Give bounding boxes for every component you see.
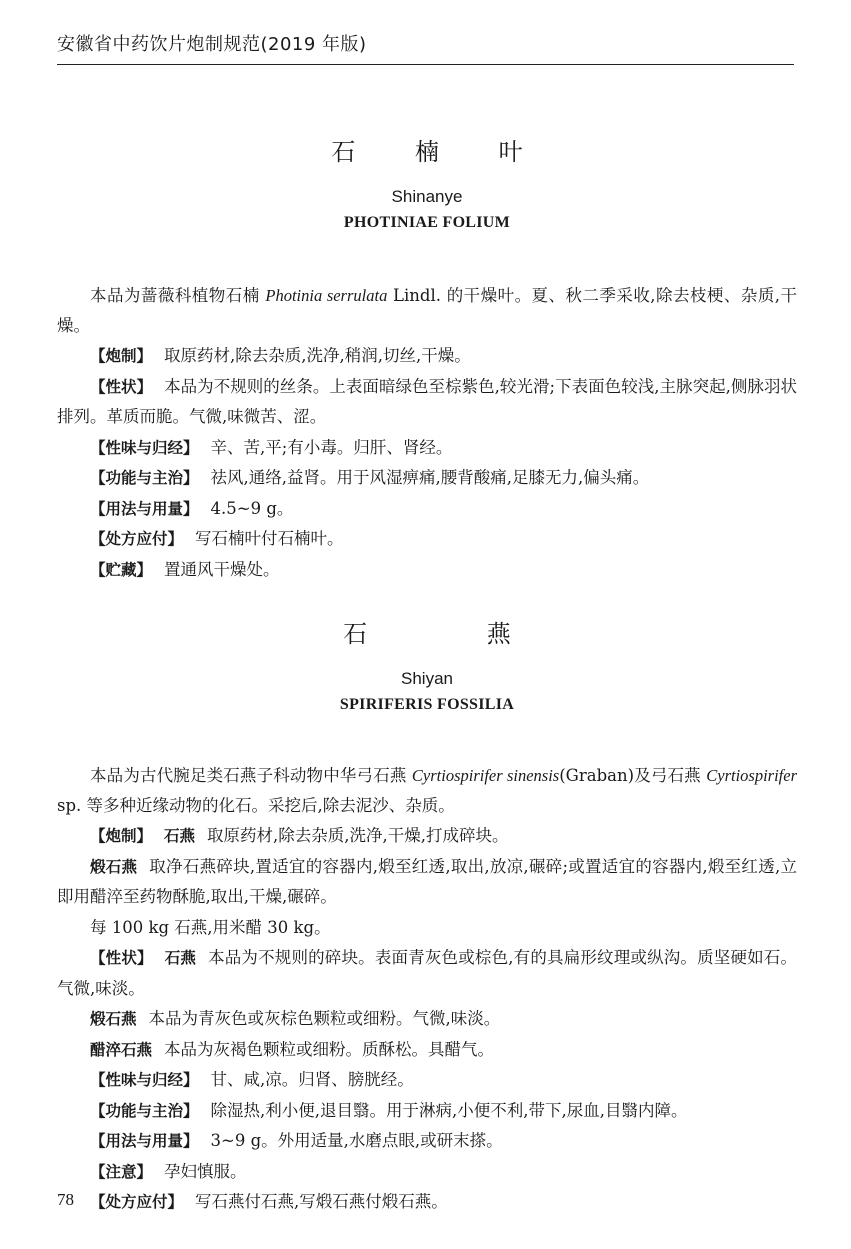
section-text: 写石燕付石燕,写煅石燕付煅石燕。: [195, 1192, 448, 1211]
entry-shiyan-body: [57, 761, 797, 1218]
section-text: 3~9 g。外用适量,水磨点眼,或研末搽。: [210, 1131, 503, 1150]
dosage-item: [57, 494, 797, 525]
section-text: 辛、苦,平;有小毒。归肝、肾经。: [210, 437, 453, 457]
subsection-label: 醋淬石燕: [90, 1040, 153, 1059]
nature-item: [57, 1065, 797, 1096]
section-text: 本品为不规则的丝条。上表面暗绿色至棕紫色,较光滑;下表面色较浅,主脉突起,侧脉羽状排列。革质而脆。气微,味微苦、涩。: [57, 376, 797, 426]
section-label: 【性味与归经】: [90, 438, 199, 457]
subsection-label: 煅石燕: [90, 1010, 137, 1028]
header-rule: [57, 64, 794, 65]
caution-item: [57, 1157, 797, 1188]
section-text: 本品为灰褐色颗粒或细粉。质酥松。具醋气。: [164, 1039, 495, 1059]
processing-item-calcined: [57, 852, 797, 913]
running-head-title: 安徽省中药饮片炮制规范(2019 年版): [57, 34, 367, 55]
section-label: 【性状】: [90, 377, 153, 396]
section-label: 【炮制】: [90, 347, 153, 365]
function-item: [57, 1096, 797, 1127]
section-label: 【性味与归经】: [90, 1071, 199, 1089]
section-text: 孕妇慎服。: [164, 1161, 247, 1181]
section-text: 取净石燕碎块,置适宜的容器内,煅至红透,取出,放凉,碾碎;或置适宜的容器内,煅至红透,立即用醋淬至药物酥脆,取出,干燥,碾碎。: [57, 856, 797, 906]
section-label: 【功能与主治】: [90, 469, 199, 487]
character-item-vinegar: [57, 1035, 797, 1066]
function-item: [57, 463, 797, 494]
section-label: 【处方应付】: [90, 1193, 184, 1211]
intro-text: sp. 等多种近缘动物的化石。采挖后,除去泥沙、杂质。: [57, 796, 455, 815]
prescription-item: [57, 524, 797, 555]
species-name: Photinia serrulata: [265, 286, 388, 305]
section-label: 【用法与用量】: [90, 1132, 199, 1150]
section-label: 【注意】: [90, 1162, 153, 1181]
section-label: 【处方应付】: [90, 530, 184, 548]
entry-shiyan: [57, 614, 797, 714]
section-label: 【贮藏】: [90, 560, 153, 579]
species-name: Cyrtiospirifer: [706, 766, 798, 785]
section-label: 【性状】: [90, 949, 153, 967]
processing-note: [57, 913, 797, 944]
intro-text: (Graban)及弓石燕: [559, 766, 707, 785]
dosage-item: [57, 1126, 797, 1157]
subsection-label: 石燕: [164, 949, 197, 967]
character-item: [57, 372, 797, 433]
species-name: Cyrtiospirifer sinensis: [411, 766, 560, 785]
entry-latin-name: PHOTINIAE FOLIUM: [343, 214, 511, 231]
section-label: 【用法与用量】: [90, 499, 199, 518]
section-text: 每 100 kg 石燕,用米醋 30 kg。: [90, 917, 331, 937]
processing-item: [57, 341, 797, 372]
section-label: 【炮制】: [90, 827, 153, 845]
intro-text: 本品为蔷薇科植物石楠: [90, 286, 266, 305]
section-text: 祛风,通络,益肾。用于风湿痹痛,腰背酸痛,足膝无力,偏头痛。: [210, 468, 650, 487]
prescription-item: [57, 1187, 797, 1218]
nature-item: [57, 433, 797, 464]
entry-pinyin: Shiyan: [401, 669, 453, 688]
section-text: 本品为青灰色或灰棕色颗粒或细粉。气微,味淡。: [148, 1009, 501, 1028]
section-text: 取原药材,除去杂质,洗净,干燥,打成碎块。: [207, 826, 509, 845]
intro-text: 本品为古代腕足类石燕子科动物中华弓石燕: [90, 766, 412, 785]
section-text: 4.5~9 g。: [210, 498, 294, 518]
entry-latin-name: SPIRIFERIS FOSSILIA: [339, 696, 515, 713]
character-item: [57, 943, 797, 1004]
section-text: 取原药材,除去杂质,洗净,稍润,切丝,干燥。: [164, 346, 471, 365]
entry-shinanye: [57, 132, 797, 232]
entry-shinanye-body: [57, 281, 797, 585]
section-text: 置通风干燥处。: [164, 559, 280, 579]
section-label: 【功能与主治】: [90, 1101, 199, 1120]
entry-pinyin: Shinanye: [391, 187, 463, 206]
processing-item: [57, 821, 797, 852]
character-item-calcined: [57, 1004, 797, 1035]
entry-title: 石 楠 叶: [331, 138, 549, 166]
entry-title: 石 燕: [343, 620, 567, 648]
subsection-label: 石燕: [164, 827, 196, 845]
page-number: 78: [57, 1190, 74, 1209]
subsection-label: 煅石燕: [90, 857, 138, 876]
section-text: 写石楠叶付石楠叶。: [195, 529, 344, 548]
section-text: 甘、咸,凉。归肾、膀胱经。: [210, 1070, 414, 1089]
intro-text: Lindl. 的干燥叶。夏、秋二季采收,除去枝梗、杂质,干燥。: [57, 286, 797, 335]
section-text: 本品为不规则的碎块。表面青灰色或棕色,有的具扁形纹理或纵沟。质坚硬如石。气微,味淡。: [57, 948, 797, 998]
entry-intro: [57, 761, 797, 821]
section-text: 除湿热,利小便,退目翳。用于淋病,小便不利,带下,尿血,目翳内障。: [210, 1100, 688, 1120]
storage-item: [57, 555, 797, 586]
entry-intro: [57, 281, 797, 341]
